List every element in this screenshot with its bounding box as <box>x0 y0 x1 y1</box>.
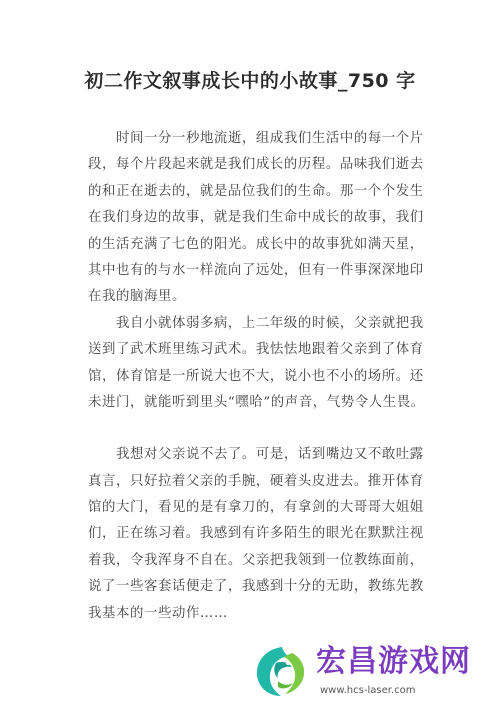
text-line: 真言，只好拉着父亲的手腕，硬着头皮进去。推开体育 <box>88 473 424 489</box>
text-line: 我基本的一些动作…… <box>88 605 228 621</box>
text-line: 其中也有的与水一样流向了远处，但有一件事深深地印 <box>88 262 424 278</box>
text-line: 我自小就体弱多病，上二年级的时候，父亲就把我 <box>116 315 424 331</box>
text-line: 的生活充满了七色的阳光。成长中的故事犹如满天星， <box>88 236 424 252</box>
text-line: 着我，令我浑身不自在。父亲把我领到一位教练面前， <box>88 552 424 568</box>
document-title: 初二作文叙事成长中的小故事_750 字 <box>84 70 416 92</box>
site-watermark <box>248 641 488 701</box>
dragon-logo-icon <box>248 641 312 701</box>
paragraph-gap <box>88 416 430 442</box>
text-line: 们，正在练习着。我感到有许多陌生的眼光在默默注视 <box>88 526 424 542</box>
text-line: 我想对父亲说不去了。可是，话到嘴边又不敢吐露 <box>116 447 424 463</box>
text-line: 在我们身边的故事，就是我们生命中成长的故事，我们 <box>88 210 424 226</box>
text-line: 馆的大门，看见的是有拿刀的，有拿剑的大哥哥大姐姐 <box>88 500 424 516</box>
document-body <box>88 126 430 627</box>
watermark-url: www.hcs-laser.com <box>320 685 416 696</box>
watermark-site-name: 宏昌游戏网 <box>316 644 471 679</box>
text-line: 说了一些客套话便走了，我感到十分的无助，教练先教 <box>88 579 424 595</box>
text-line: 时间一分一秒地流逝，组成我们生活中的每一个片 <box>116 131 424 146</box>
text-line: 段，每个片段起来就是我们成长的历程。品味我们逝去 <box>88 157 424 173</box>
text-line: 未进门，就能听到里头“嘿哈”的声音，气势令人生畏。 <box>88 394 425 410</box>
text-line: 馆，体育馆是一所说大也不大，说小也不小的场所。还 <box>88 368 424 384</box>
text-line: 在我的脑海里。 <box>88 289 186 305</box>
text-line: 送到了武术班里练习武术。我怯怯地跟着父亲到了体育 <box>88 342 424 358</box>
text-line: 的和正在逝去的，就是品位我们的生命。那一个个发生 <box>88 183 424 199</box>
